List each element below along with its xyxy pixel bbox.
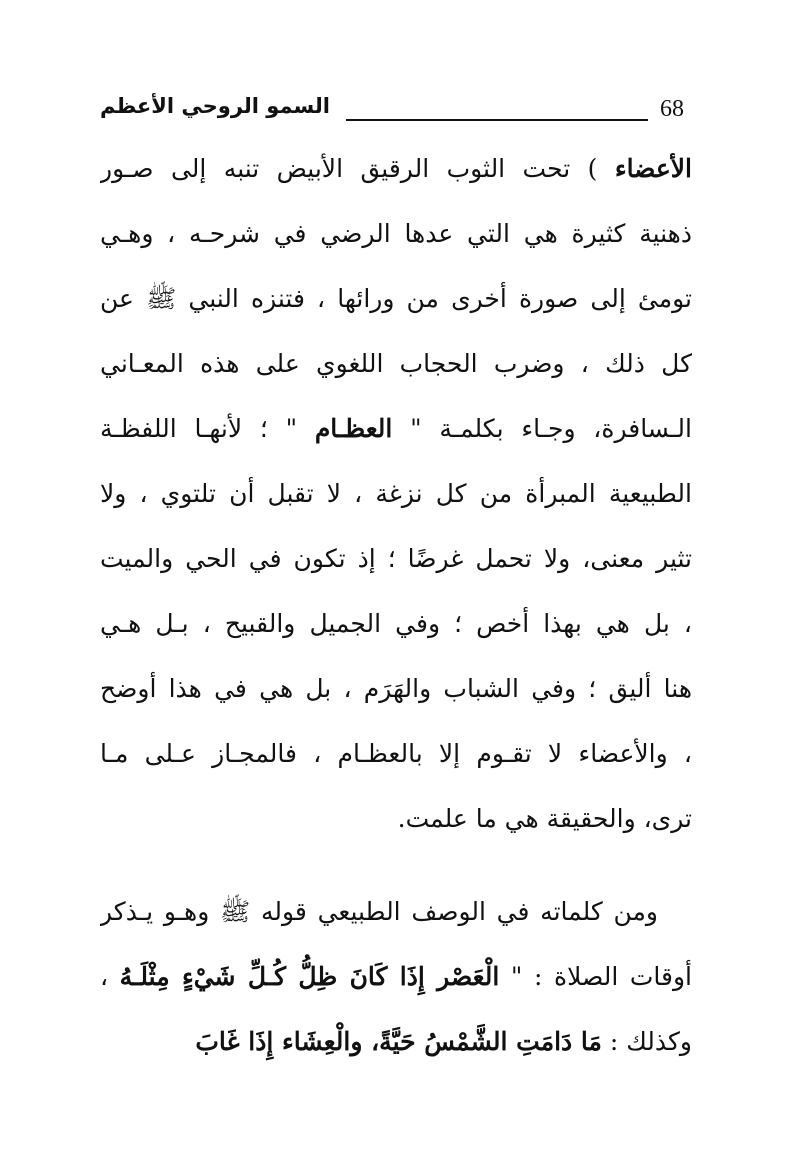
text-span: وكذلك :	[601, 1027, 692, 1056]
text-span: ذهنية كثيرة هي التي عدها الرضي في شرحـه ، وهـي	[100, 219, 692, 248]
text-line	[100, 879, 692, 944]
text-line	[100, 136, 692, 201]
bold-text: مَا دَامَتِ الشَّمْسُ حَيَّةً، والْعِشَاء إِذَا غَابَ	[195, 1027, 602, 1056]
text-line	[100, 526, 692, 591]
text-line	[100, 786, 692, 851]
running-title: السمو الروحي الأعظم	[100, 94, 331, 118]
text-span: تثير معنى، ولا تحمل غرضًا ؛ إذ تكون في الحي والميت	[100, 544, 692, 573]
page-number: 68	[660, 96, 684, 122]
text-span: ،	[100, 962, 120, 991]
paragraph-gap	[100, 851, 692, 879]
text-line	[100, 591, 692, 656]
text-span: ، بل هي بهذا أخص ؛ وفي الجميل والقبيح ، بـل هـي	[100, 609, 692, 638]
text-line	[100, 396, 692, 461]
text-span: ترى، والحقيقة هي ما علمت.	[397, 804, 692, 833]
text-line	[100, 721, 692, 786]
text-line	[100, 656, 692, 721]
text-line	[100, 266, 692, 331]
text-span: " ؛ لأنهـا اللفظـة	[100, 414, 315, 443]
text-line	[100, 1009, 692, 1074]
paragraph	[100, 879, 692, 1074]
bold-text: العظـام	[314, 414, 393, 443]
text-span: ، والأعضاء لا تقـوم إلا بالعظـام ، فالمجـاز عـلى مـا	[100, 739, 692, 768]
header-rule	[346, 119, 648, 121]
bold-text: الأعضاء	[614, 154, 692, 183]
text-span: تومئ إلى صورة أخرى من ورائها ، فتنزه النبي ﷺ عن	[100, 284, 692, 313]
text-line	[100, 461, 692, 526]
text-line	[100, 944, 692, 1009]
bold-text: الْعَصْر إِذَا كَانَ ظِلُّ كُـلِّ شَيْءٍ مِثْلَـهُ	[119, 962, 500, 991]
paragraph	[100, 136, 692, 851]
page-header	[100, 92, 692, 132]
text-span: هنا أليق ؛ وفي الشباب والهَرَم ، بل هي في هذا أوضح	[100, 674, 692, 703]
body-text	[100, 136, 692, 1074]
text-span: ومن كلماته في الوصف الطبيعي قوله ﷺ وهـو يـذكر	[100, 897, 658, 926]
text-span: أوقات الصلاة : "	[499, 962, 692, 991]
text-span: الطبيعية المبرأة من كل نزغة ، لا تقبل أن تلتوي ، ولا	[100, 479, 692, 508]
text-span: ) تحت الثوب الرقيق الأبيض تنبه إلى صـور	[100, 154, 615, 183]
text-span: كل ذلك ، وضرب الحجاب اللغوي على هذه المعـاني	[100, 349, 692, 378]
text-line	[100, 201, 692, 266]
text-span: الـسافرة، وجـاء بكلمـة "	[392, 414, 692, 443]
text-line	[100, 331, 692, 396]
